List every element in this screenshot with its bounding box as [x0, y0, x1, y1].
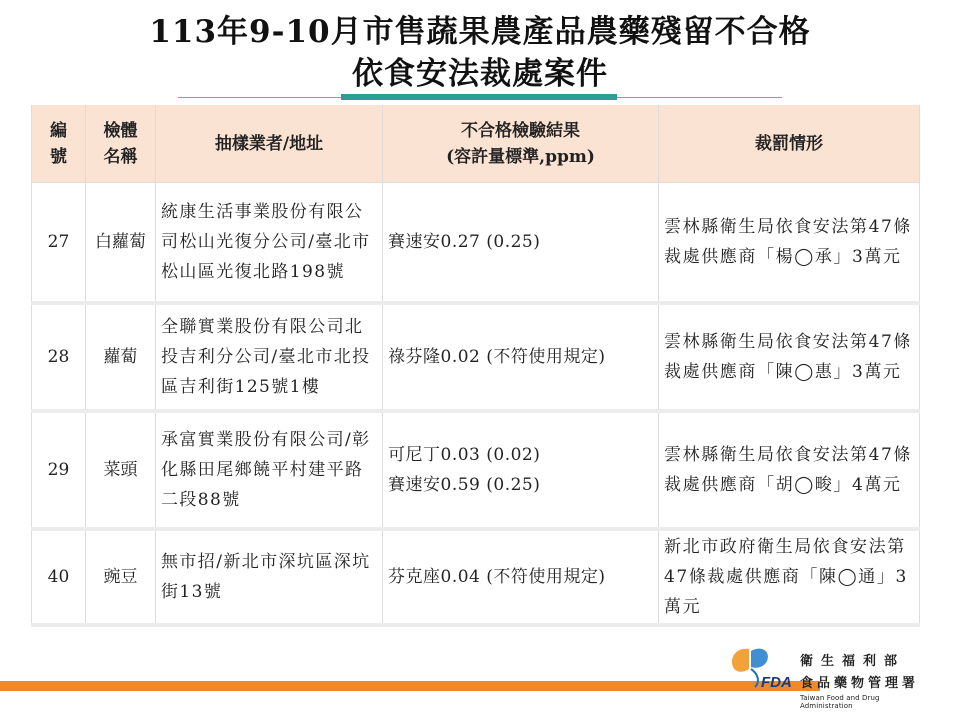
table-header-row: [32, 105, 920, 183]
header-num-line2: 號: [50, 146, 67, 167]
row-vendor: 統康生活事業股份有限公司松山光復分公司/臺北市松山區光復北路198號: [156, 183, 383, 303]
page-title-line2: 依食安法裁處案件: [352, 56, 608, 92]
row-vendor: 承富實業股份有限公司/彰化縣田尾鄉饒平村建平路二段88號: [156, 411, 383, 529]
row-sample-name: 菜頭: [86, 411, 156, 529]
header-result-line1: 不合格檢驗結果: [461, 120, 580, 141]
row-num: 28: [32, 303, 86, 411]
table-row: [32, 303, 920, 411]
header-name: [86, 105, 156, 183]
row-result-line2: 賽速安0.59 (0.25): [388, 474, 541, 495]
row-penalty: 雲林縣衛生局依食安法第47條裁處供應商「陳◯惠」3萬元: [659, 303, 920, 411]
table-row: [32, 183, 920, 303]
row-penalty: 新北市政府衛生局依食安法第47條裁處供應商「陳◯通」3萬元: [659, 529, 920, 625]
header-penalty: 裁罰情形: [659, 105, 920, 183]
logo-text: FDA: [761, 674, 792, 691]
org-name-block: [800, 650, 930, 710]
row-sample-name: 蘿蔔: [86, 303, 156, 411]
org-name-line2: 食品藥物管理署: [800, 676, 920, 691]
row-penalty: 雲林縣衛生局依食安法第47條裁處供應商「胡◯畯」4萬元: [659, 411, 920, 529]
header-num: [32, 105, 86, 183]
org-name-english: Taiwan Food and Drug Administration: [800, 694, 880, 710]
row-result: [383, 529, 659, 625]
header-result: [383, 105, 659, 183]
footer-accent-bar: [0, 681, 820, 691]
row-sample-name: 豌豆: [86, 529, 156, 625]
header-vendor: 抽樣業者/地址: [156, 105, 383, 183]
row-penalty: 雲林縣衛生局依食安法第47條裁處供應商「楊◯承」3萬元: [659, 183, 920, 303]
header-result-line2: (容許量標準,ppm): [446, 146, 595, 167]
title-accent-bar: [341, 94, 617, 100]
header-name-line1: 檢體: [103, 120, 138, 141]
row-result-line1: 祿芬隆0.02 (不符使用規定): [388, 346, 606, 367]
row-result: [383, 183, 659, 303]
table-row: [32, 411, 920, 529]
violations-table: [31, 105, 920, 627]
row-num: 27: [32, 183, 86, 303]
logo-right-wing: [751, 649, 768, 668]
row-result-line1: 可尼丁0.03 (0.02): [388, 444, 541, 465]
row-vendor: 全聯實業股份有限公司北投吉利分公司/臺北市北投區吉利街125號1樓: [156, 303, 383, 411]
org-name-line1: 衛生福利部: [800, 654, 906, 669]
page-title-line1: 113年9-10月市售蔬果農產品農藥殘留不合格: [149, 14, 811, 50]
logo-left-wing: [732, 649, 749, 672]
row-result: [383, 303, 659, 411]
header-name-line2: 名稱: [103, 146, 138, 167]
row-result-line1: 芬克座0.04 (不符使用規定): [388, 566, 606, 587]
fda-logo-icon: [727, 643, 797, 691]
row-sample-name: 白蘿蔔: [86, 183, 156, 303]
row-result-line1: 賽速安0.27 (0.25): [388, 231, 541, 252]
logo-swirl: [751, 669, 758, 687]
table-row: [32, 529, 920, 625]
row-vendor: 無市招/新北市深坑區深坑街13號: [156, 529, 383, 625]
header-num-line1: 編: [50, 120, 67, 141]
row-num: 29: [32, 411, 86, 529]
row-result: [383, 411, 659, 529]
row-num: 40: [32, 529, 86, 625]
